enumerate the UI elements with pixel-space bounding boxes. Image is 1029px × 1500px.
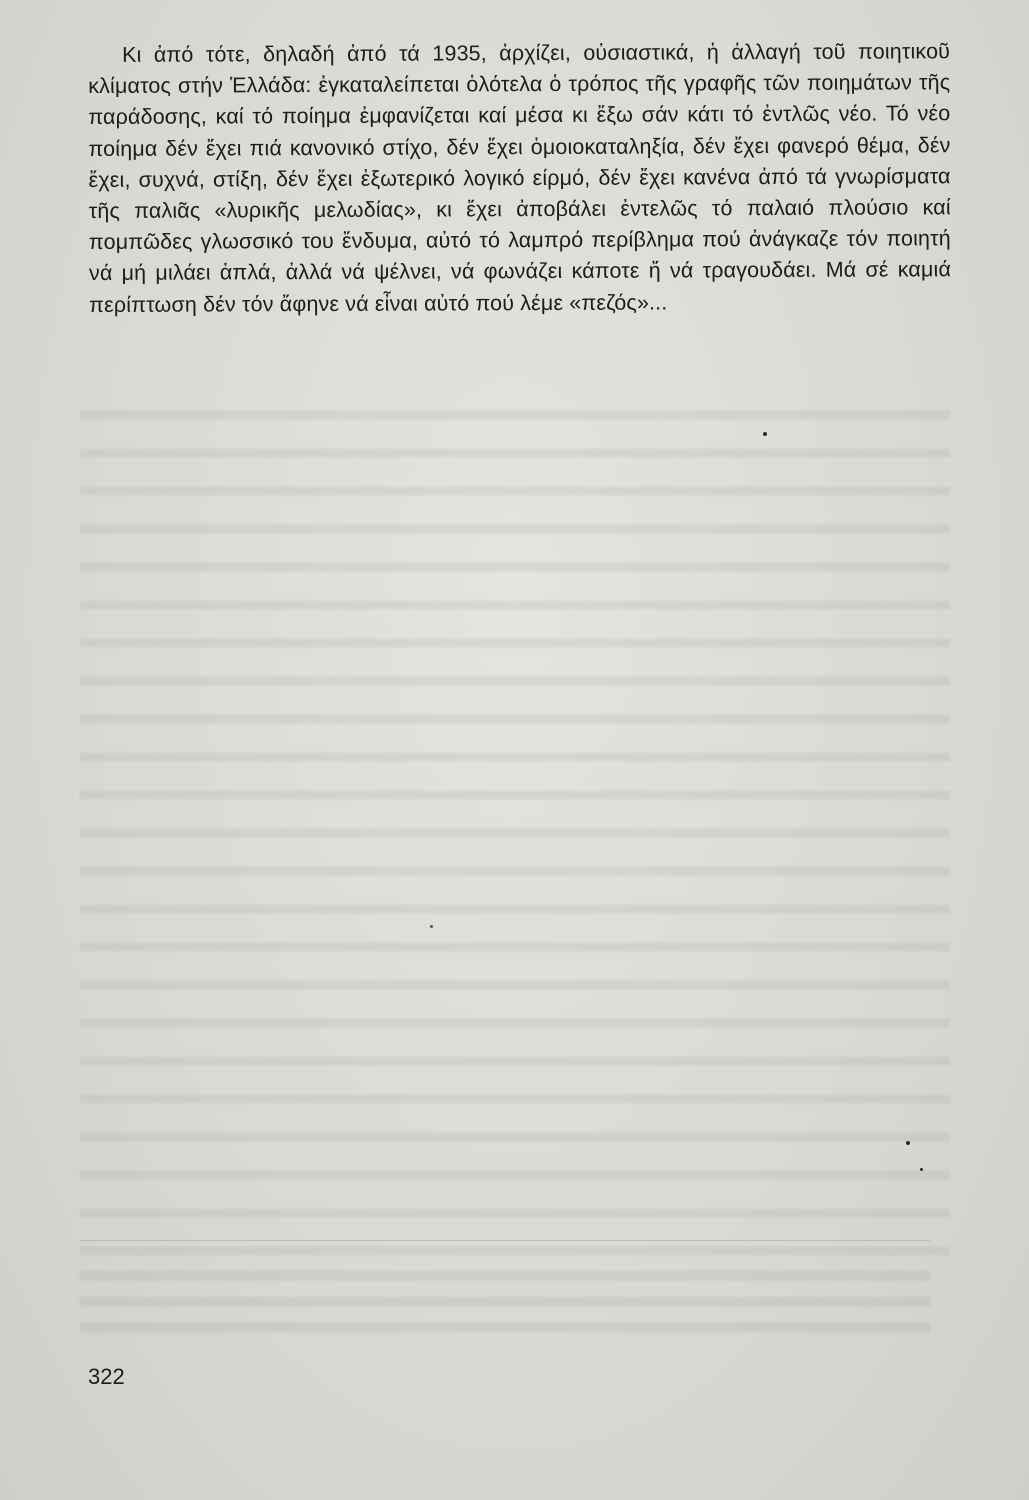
show-through-footnotes <box>80 1262 930 1342</box>
dust-speck <box>763 432 767 436</box>
dust-speck <box>906 1141 910 1145</box>
show-through-footnote-rule <box>80 1240 930 1241</box>
show-through-text <box>80 392 950 1272</box>
page-number: 322 <box>88 1364 125 1389</box>
dust-speck <box>430 925 433 928</box>
body-paragraph: Κι ἀπό τότε, δηλαδή ἀπό τά 1935, ἀρχίζει, οὐσιαστικά, ἡ ἀλλαγή τοῦ ποιητικοῦ κλίματος στήν Ἑλλάδα: ἐγκαταλείπεται ὁλότελα ὁ τρόπος τῆς γραφῆς τῶν ποιημάτων τῆς παράδοσης, καί τό ποίημα ἐμφανίζεται καί μέσα κι ἔξω σάν κάτι τό ἐντλῶς νέο. Τό νέο ποίημα δέν ἔχει πιά κανονικό στίχο, δέν ἔχει ὁμοιοκαταληξία, δέν ἔχει φανερό θέμα, δέν ἔχει, συχνά, στίξη, δέν ἔχει ἐξωτερικό λογικό είρμό, δέν ἔχει κανένα ἀπό τά γνωρίσματα τῆς παλιᾶς «λυρικῆς μελωδίας», κι ἔχει ἀποβάλει ἐντελῶς τό παλαιό πλούσιο καί πομπῶδες γλωσσικό του ἔνδυμα, αὐτό τό λαμπρό περίβλημα πού ἀνάγκαζε τόν ποιητή νά μή μιλάει ἁπλά, ἀλλά νά ψέλνει, νά φωνάζει κάποτε ἤ νά τραγουδάει. Μά σέ καμιά περίπτωση δέν τόν ἄφηνε νά εἶναι αὐτό πού λέμε «πεζός»... <box>88 39 952 317</box>
dust-speck <box>920 1168 923 1171</box>
